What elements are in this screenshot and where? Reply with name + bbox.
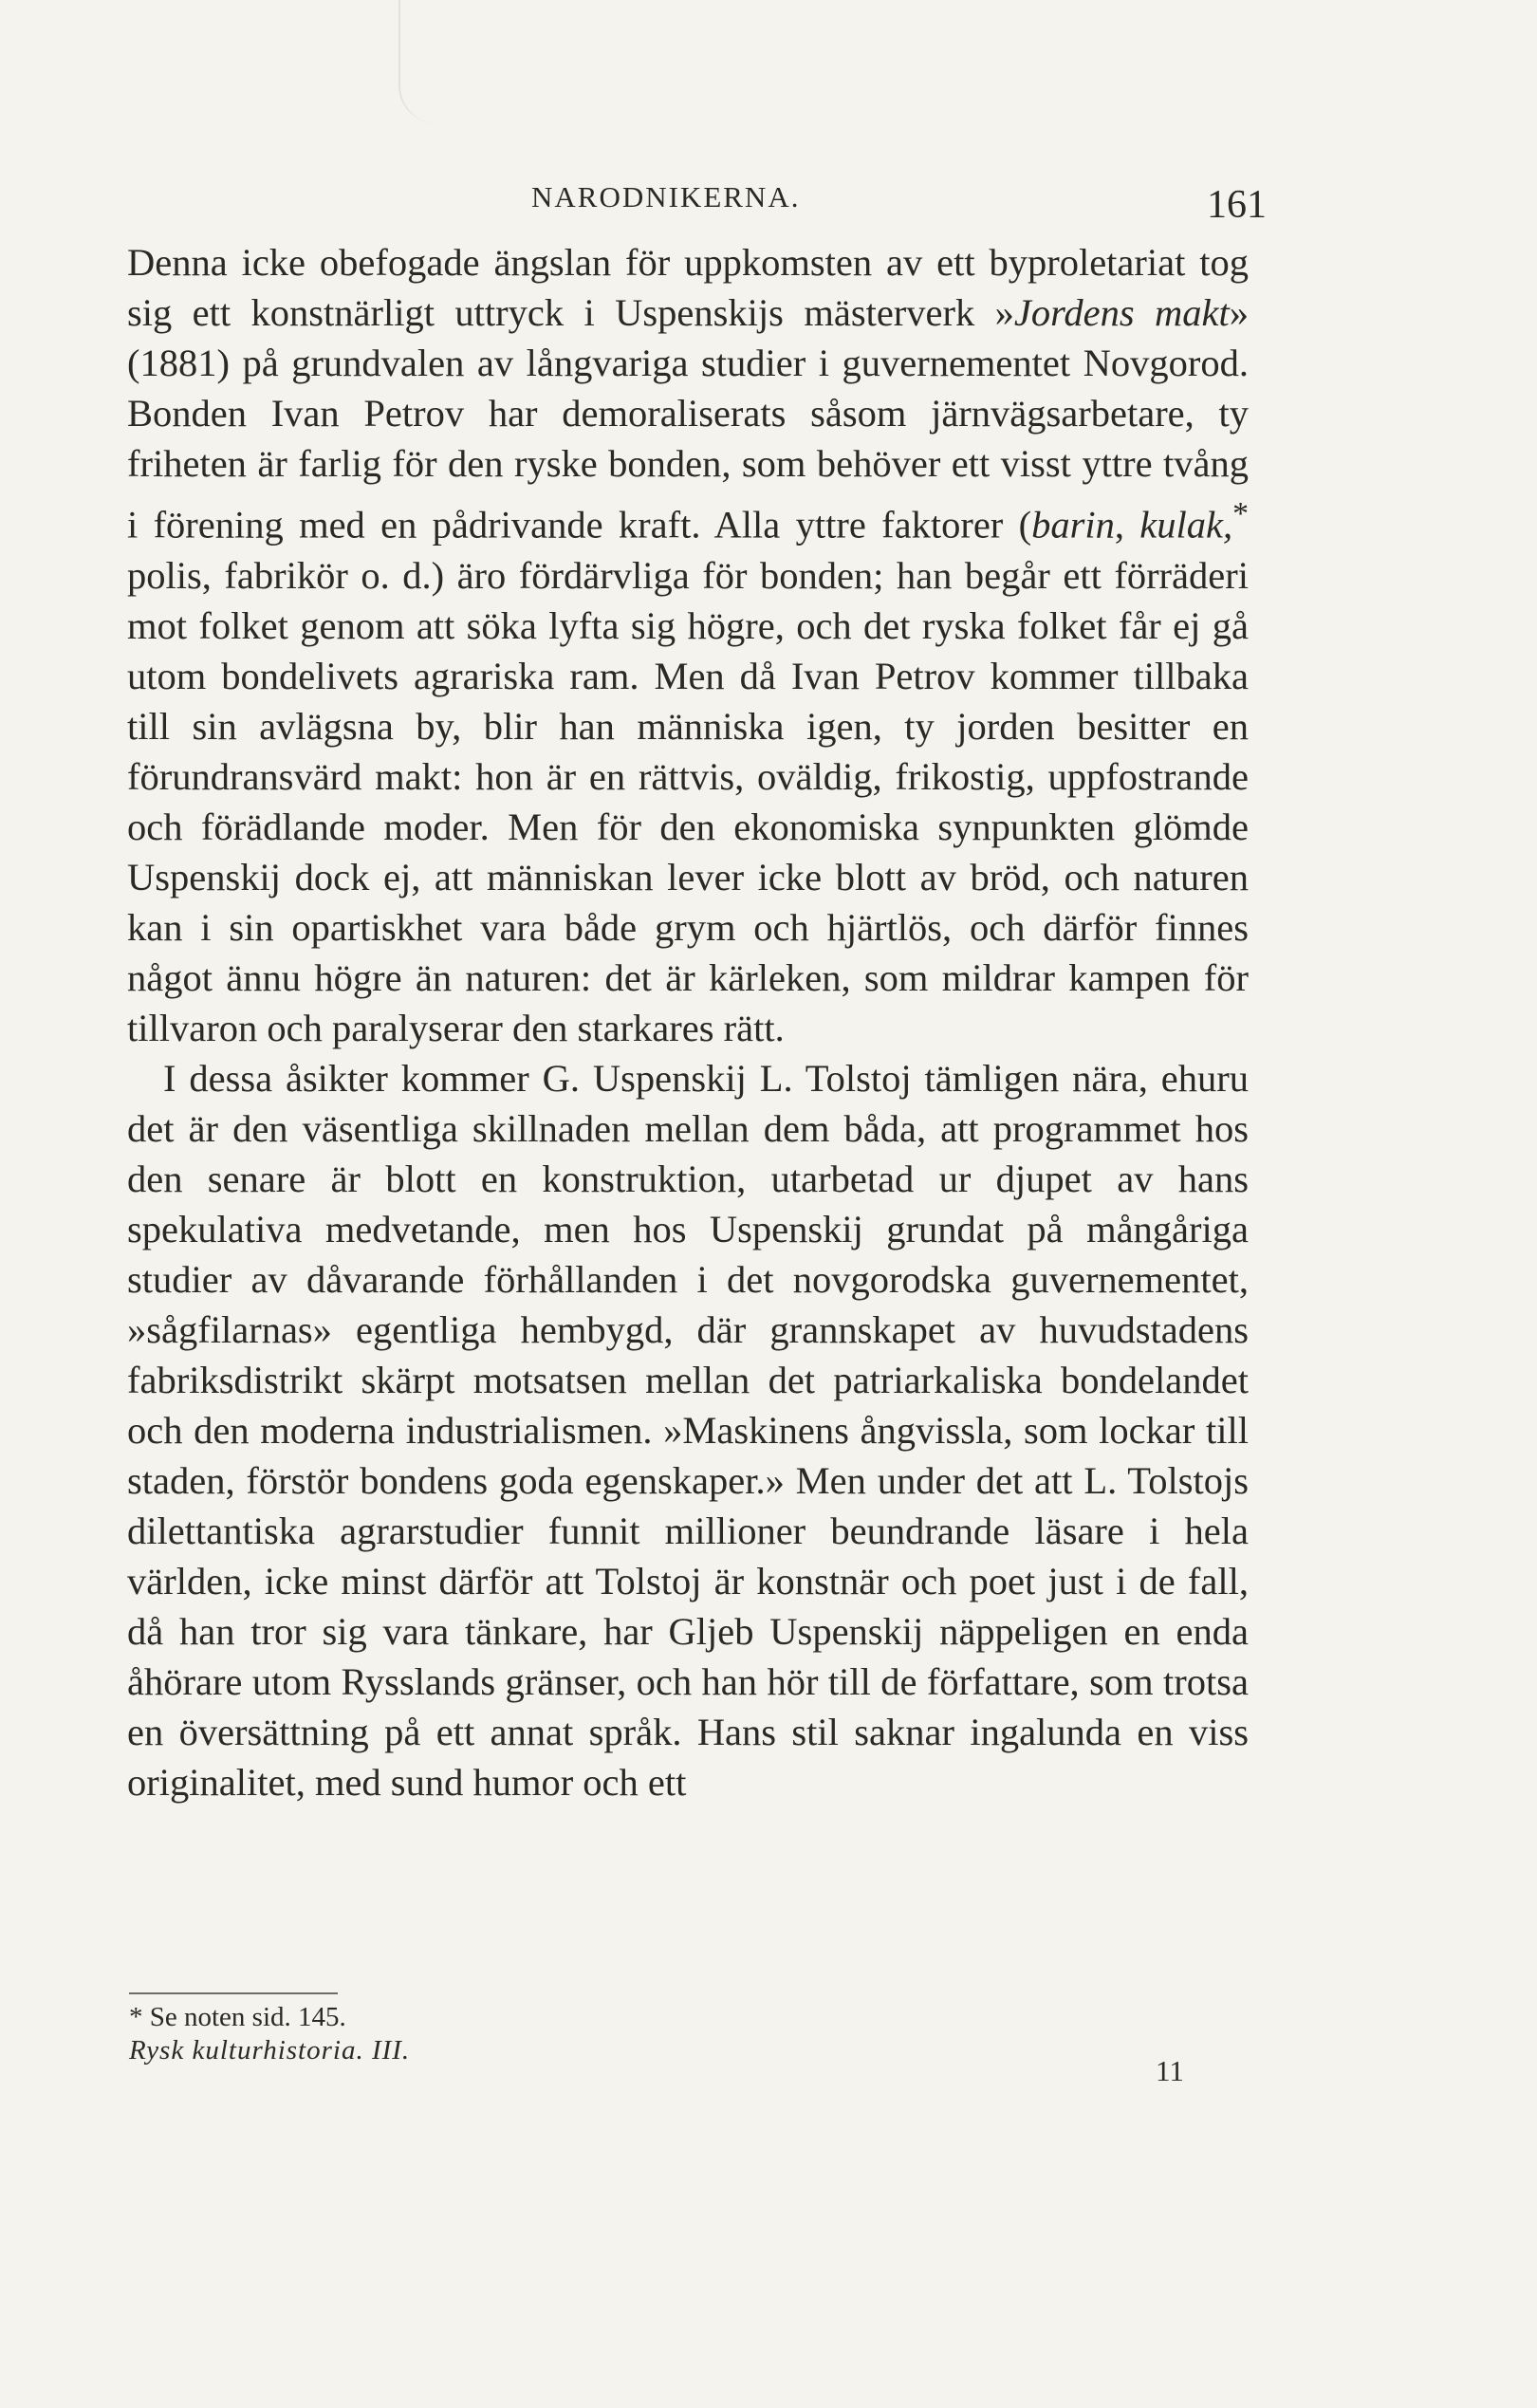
sheet-number: 11 xyxy=(1156,2054,1184,2087)
paragraph-1-text-b: » (1881) på grundvalen av långvariga studier i guvernementet Novgorod. Bonden Ivan Petrov har demoraliserats såsom järnvägsarbetare, ty friheten är farlig för den ryske bonden, som behöver ett visst yttre tvång i förening med en pådrivande kraft. Alla yttre faktorer ( xyxy=(127,291,1249,546)
paragraph-1-text-c: polis, fabrikör o. d.) äro fördärvliga för bonden; han begår ett förräderi mot folket genom att söka lyfta sig högre, och det ryska folket får ej gå utom bondelivets agrariska ram. Men då Ivan Petrov kommer tillbaka till sin avlägsna by, blir han människa igen, ty jorden besitter en förundransvärd makt: hon är en rättvis, oväldig, frikostig, uppfostrande och förädlande moder. Men för den ekonomiska synpunkten glömde Uspenskij dock ej, att människan lever icke blott av bröd, och naturen kan i sin opartiskhet vara både grym och hjärtlös, och därför finnes något ännu högre än naturen: det är kärleken, som mildrar kampen för tillvaron och paralyserar den starkares rätt. xyxy=(127,553,1249,1049)
term-separator: , xyxy=(1114,503,1140,546)
footnote: * Se noten sid. 145. xyxy=(129,2002,346,2032)
body-text xyxy=(127,237,1249,1807)
paragraph-1-text-a: Denna icke obefogade ängslan för uppkomsten av ett byproletariat tog sig ett konstnärligt uttryck i Uspenskijs mästerverk » xyxy=(127,241,1249,334)
running-title: NARODNIKERNA. xyxy=(531,180,801,213)
page-number: 161 xyxy=(1207,183,1267,227)
paragraph-1 xyxy=(127,237,1249,1053)
work-title: Jordens makt xyxy=(1013,291,1230,334)
term-barin: barin xyxy=(1031,503,1115,546)
term-kulak: kulak, xyxy=(1139,503,1233,546)
paper-crease xyxy=(398,0,438,123)
footnote-marker: * xyxy=(1232,496,1249,531)
paragraph-2: I dessa åsikter kommer G. Uspenskij L. Tolstoj tämligen nära, ehuru det är den väsentliga skillnaden mellan dem båda, att programmet hos den senare är blott en konstruktion, utarbetad ur djupet av hans spekulativa medvetande, men hos Uspenskij grundat på mångåriga studier av dåvarande förhållanden i det novgorodska guvernementet, »sågfilarnas» egentliga hembygd, där grannskapet av huvudstadens fabriksdistrikt skärpt motsatsen mellan det patriarkaliska bondelandet och den moderna industrialismen. »Maskinens ångvissla, som lockar till staden, förstör bondens goda egenskaper.» Men under det att L. Tolstojs dilettantiska agrarstudier funnit millioner beundrande läsare i hela världen, icke minst därför att Tolstoj är konstnär och poet just i de fall, då han tror sig vara tänkare, har Gljeb Uspenskij näppeligen en enda åhörare utom Rysslands gränser, och han hör till de författare, som trotsa en översättning på ett annat språk. Hans stil saknar ingalunda en viss originalitet, med sund humor och ett xyxy=(127,1056,1249,1804)
signature-line: Rysk kulturhistoria. III. xyxy=(129,2035,411,2065)
